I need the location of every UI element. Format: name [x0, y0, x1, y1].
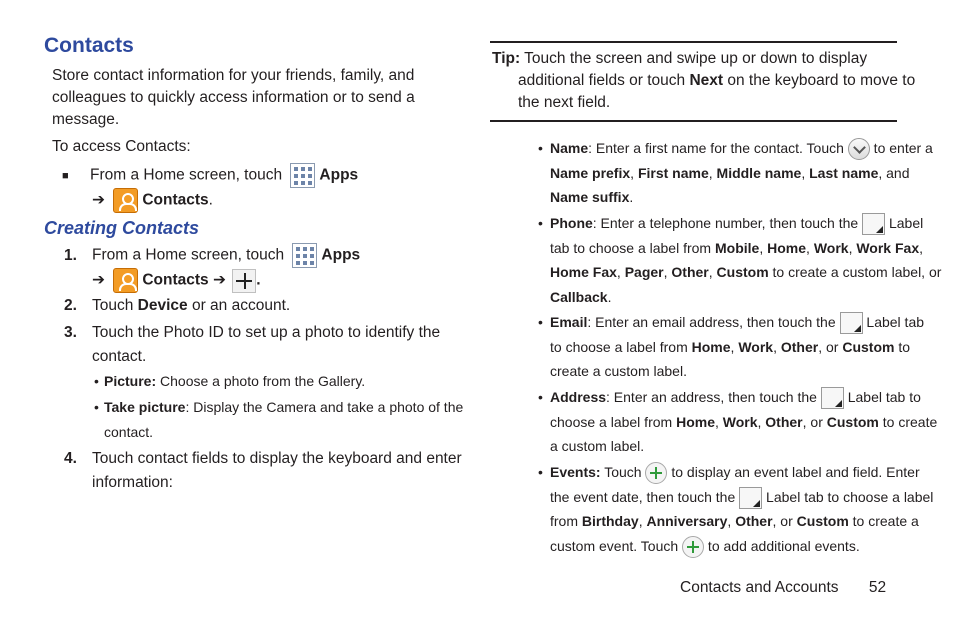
step-text: or an account.	[187, 297, 291, 314]
tip-text: the next field.	[518, 94, 611, 111]
field-bold: Other	[671, 264, 709, 280]
field-label: Events:	[550, 464, 601, 480]
field-email	[538, 310, 925, 384]
field-line	[550, 161, 933, 186]
field-bold: Other	[780, 338, 819, 355]
field-bold: Custom	[796, 513, 849, 529]
field-text: Label tab to	[843, 389, 921, 405]
field-label: Email	[550, 314, 588, 330]
bullet-dot: •	[538, 464, 543, 480]
tip-box	[492, 48, 915, 114]
section-title: Creating Contacts	[44, 218, 200, 238]
tip-top-rule	[490, 41, 897, 43]
field-text: Touch	[600, 464, 642, 480]
plus-icon	[232, 269, 256, 293]
field-text: to create a	[848, 513, 919, 529]
sub-item-text: contact.	[104, 424, 154, 440]
field-bold: Home	[691, 338, 731, 355]
field-label: Phone	[550, 215, 593, 231]
add-icon	[682, 536, 704, 558]
field-text: to	[894, 338, 911, 355]
field-bold: Pager	[624, 264, 664, 280]
field-text: ,	[630, 164, 638, 181]
tip-label: Tip:	[492, 50, 521, 67]
period: .	[256, 271, 261, 289]
access-step-cont	[92, 188, 213, 213]
field-text: to choose a label from	[550, 338, 692, 355]
field-text: Label tab	[862, 314, 925, 330]
field-text: Label	[885, 215, 924, 231]
bullet-dot: •	[538, 314, 543, 330]
field-text: : Enter an email address, then touch the	[587, 314, 836, 330]
step-1	[64, 243, 360, 268]
arrow-glyph: ➔	[92, 271, 105, 289]
contacts-label: Contacts	[142, 271, 209, 289]
step-text: From a Home screen, touch	[90, 166, 283, 184]
apps-label: Apps	[319, 166, 359, 184]
field-bold: Other	[735, 513, 773, 529]
field-text: ,	[757, 413, 766, 430]
field-text: .	[629, 189, 634, 205]
field-text: create a custom label.	[550, 363, 687, 379]
page-title: Contacts	[44, 34, 134, 57]
field-bold: Custom	[842, 338, 895, 355]
field-text: ,	[638, 513, 647, 529]
field-text: ,	[801, 164, 810, 181]
step-4	[64, 447, 462, 495]
field-text: ,	[773, 338, 781, 355]
footer-section: Contacts and Accounts	[680, 579, 839, 596]
field-bold: Anniversary	[646, 513, 728, 529]
arrow-glyph: ➔	[92, 191, 105, 209]
field-text: ,	[616, 264, 625, 280]
field-text: : Enter a telephone number, then touch the	[592, 215, 859, 231]
step-1-cont	[92, 268, 261, 293]
field-address	[538, 385, 938, 459]
field-bold: Custom	[826, 413, 879, 430]
field-text: to create a custom label, or	[768, 264, 942, 280]
field-text: ,	[714, 413, 723, 430]
arrow-glyph: ➔	[212, 271, 226, 289]
label-tab-icon	[840, 312, 863, 334]
apps-label: Apps	[321, 246, 361, 264]
field-bold: Work	[722, 413, 758, 430]
field-text: Label tab to choose a label	[762, 488, 934, 505]
tip-text: additional fields or touch	[518, 72, 690, 89]
field-text: ,	[806, 239, 814, 256]
tip-text: on the keyboard to move to	[723, 72, 916, 89]
field-text: custom event. Touch	[550, 537, 679, 554]
field-text: choose a label from	[550, 413, 677, 430]
field-bold: Birthday	[581, 513, 639, 529]
field-text: : Enter a first name for the contact. Touch	[588, 140, 844, 156]
step-text: contact.	[92, 348, 147, 365]
field-text: ,	[708, 264, 717, 280]
field-text: , and	[878, 164, 910, 181]
field-text: to create	[878, 413, 938, 430]
footer	[680, 579, 886, 597]
intro-line: message.	[52, 111, 120, 128]
step-number: 3.	[64, 324, 77, 341]
apps-grid-icon	[290, 163, 315, 188]
contacts-icon	[113, 188, 138, 213]
field-bold: Custom	[716, 264, 769, 280]
bullet-dot: •	[538, 140, 543, 156]
tip-bottom-rule	[490, 120, 897, 122]
sub-item-bold: Take picture	[104, 399, 186, 415]
label-tab-icon	[821, 387, 844, 409]
field-text: ,	[730, 338, 739, 355]
step-number: 2.	[64, 297, 77, 314]
field-bold: Callback	[550, 288, 608, 305]
field-bold: Home	[767, 239, 807, 256]
sub-item-text: : Display the Camera and take a photo of the	[185, 399, 464, 415]
field-text: to display an event label and field. Enter	[667, 464, 920, 480]
field-bold: Other	[765, 413, 803, 430]
step-text: Touch	[92, 297, 138, 314]
field-text: tab to choose a label from	[550, 239, 715, 256]
field-text: ,	[919, 239, 923, 256]
step-2	[64, 295, 290, 317]
field-text: ,	[759, 239, 768, 256]
field-bold: Middle name	[716, 164, 802, 181]
contacts-label: Contacts	[142, 191, 209, 209]
label-tab-icon	[862, 213, 885, 235]
field-label: Address	[550, 389, 607, 405]
step-number: 4.	[64, 450, 77, 467]
sub-item-picture	[94, 369, 366, 394]
step-text: From a Home screen, touch	[92, 246, 285, 264]
step-text: information:	[92, 474, 173, 491]
field-events	[538, 460, 934, 558]
field-text: from	[550, 513, 582, 529]
field-label: Name	[550, 140, 589, 156]
field-text: , or	[772, 513, 797, 529]
field-text: ,	[727, 513, 736, 529]
access-label: To access Contacts:	[52, 138, 191, 155]
access-step	[62, 163, 358, 188]
field-bold: Work	[738, 338, 774, 355]
step-text: Touch the Photo ID to set up a photo to identify the	[92, 324, 441, 341]
tip-bold: Next	[689, 72, 724, 89]
field-text: ,	[663, 264, 672, 280]
tip-text: Touch the screen and swipe up or down to display	[520, 50, 868, 67]
sub-item-take-picture	[94, 395, 464, 445]
field-text: to add additional events.	[704, 537, 860, 554]
bullet-dot: •	[94, 399, 99, 415]
chevron-down-icon	[848, 138, 870, 160]
field-bold: First name	[637, 164, 709, 181]
field-bold: Name suffix	[550, 189, 630, 205]
field-bold: Home	[676, 413, 715, 430]
sub-item-text: Choose a photo from the Gallery.	[156, 373, 366, 389]
step-bold: Device	[137, 297, 188, 314]
field-bold: Work Fax	[856, 239, 920, 256]
field-text: : Enter an address, then touch the	[606, 389, 817, 405]
field-text: the event date, then touch the	[550, 488, 736, 505]
apps-grid-icon	[292, 243, 317, 268]
field-text: a custom label.	[550, 438, 645, 454]
field-text: to enter a	[869, 140, 933, 156]
sub-item-bold: Picture:	[104, 373, 157, 389]
bullet-dot: •	[538, 389, 543, 405]
label-tab-icon	[739, 487, 762, 509]
field-phone	[538, 211, 942, 309]
period: .	[208, 191, 213, 209]
field-text: , or	[818, 338, 843, 355]
step-number: 1.	[64, 246, 77, 264]
intro-paragraph	[52, 65, 415, 131]
field-text: .	[607, 288, 612, 305]
field-name	[538, 136, 933, 210]
field-bold: Mobile	[715, 239, 760, 256]
intro-line: colleagues to quickly access information or to send a	[52, 89, 415, 106]
field-bold: Name prefix	[550, 164, 631, 181]
bullet-dot: •	[538, 215, 543, 231]
intro-line: Store contact information for your friends, family, and	[52, 67, 415, 84]
field-text: , or	[802, 413, 827, 430]
bullet: ■	[62, 169, 69, 182]
field-bold: Work	[813, 239, 849, 256]
contacts-icon	[113, 268, 138, 293]
field-text: ,	[708, 164, 717, 181]
step-text: Touch contact fields to display the keyboard and enter	[92, 450, 462, 467]
step-3	[64, 321, 440, 369]
page-number: 52	[868, 579, 887, 596]
field-bold: Last name	[809, 164, 879, 181]
field-text: ,	[848, 239, 857, 256]
field-bold: Home Fax	[550, 264, 617, 280]
bullet-dot: •	[94, 373, 99, 389]
add-icon	[645, 462, 667, 484]
